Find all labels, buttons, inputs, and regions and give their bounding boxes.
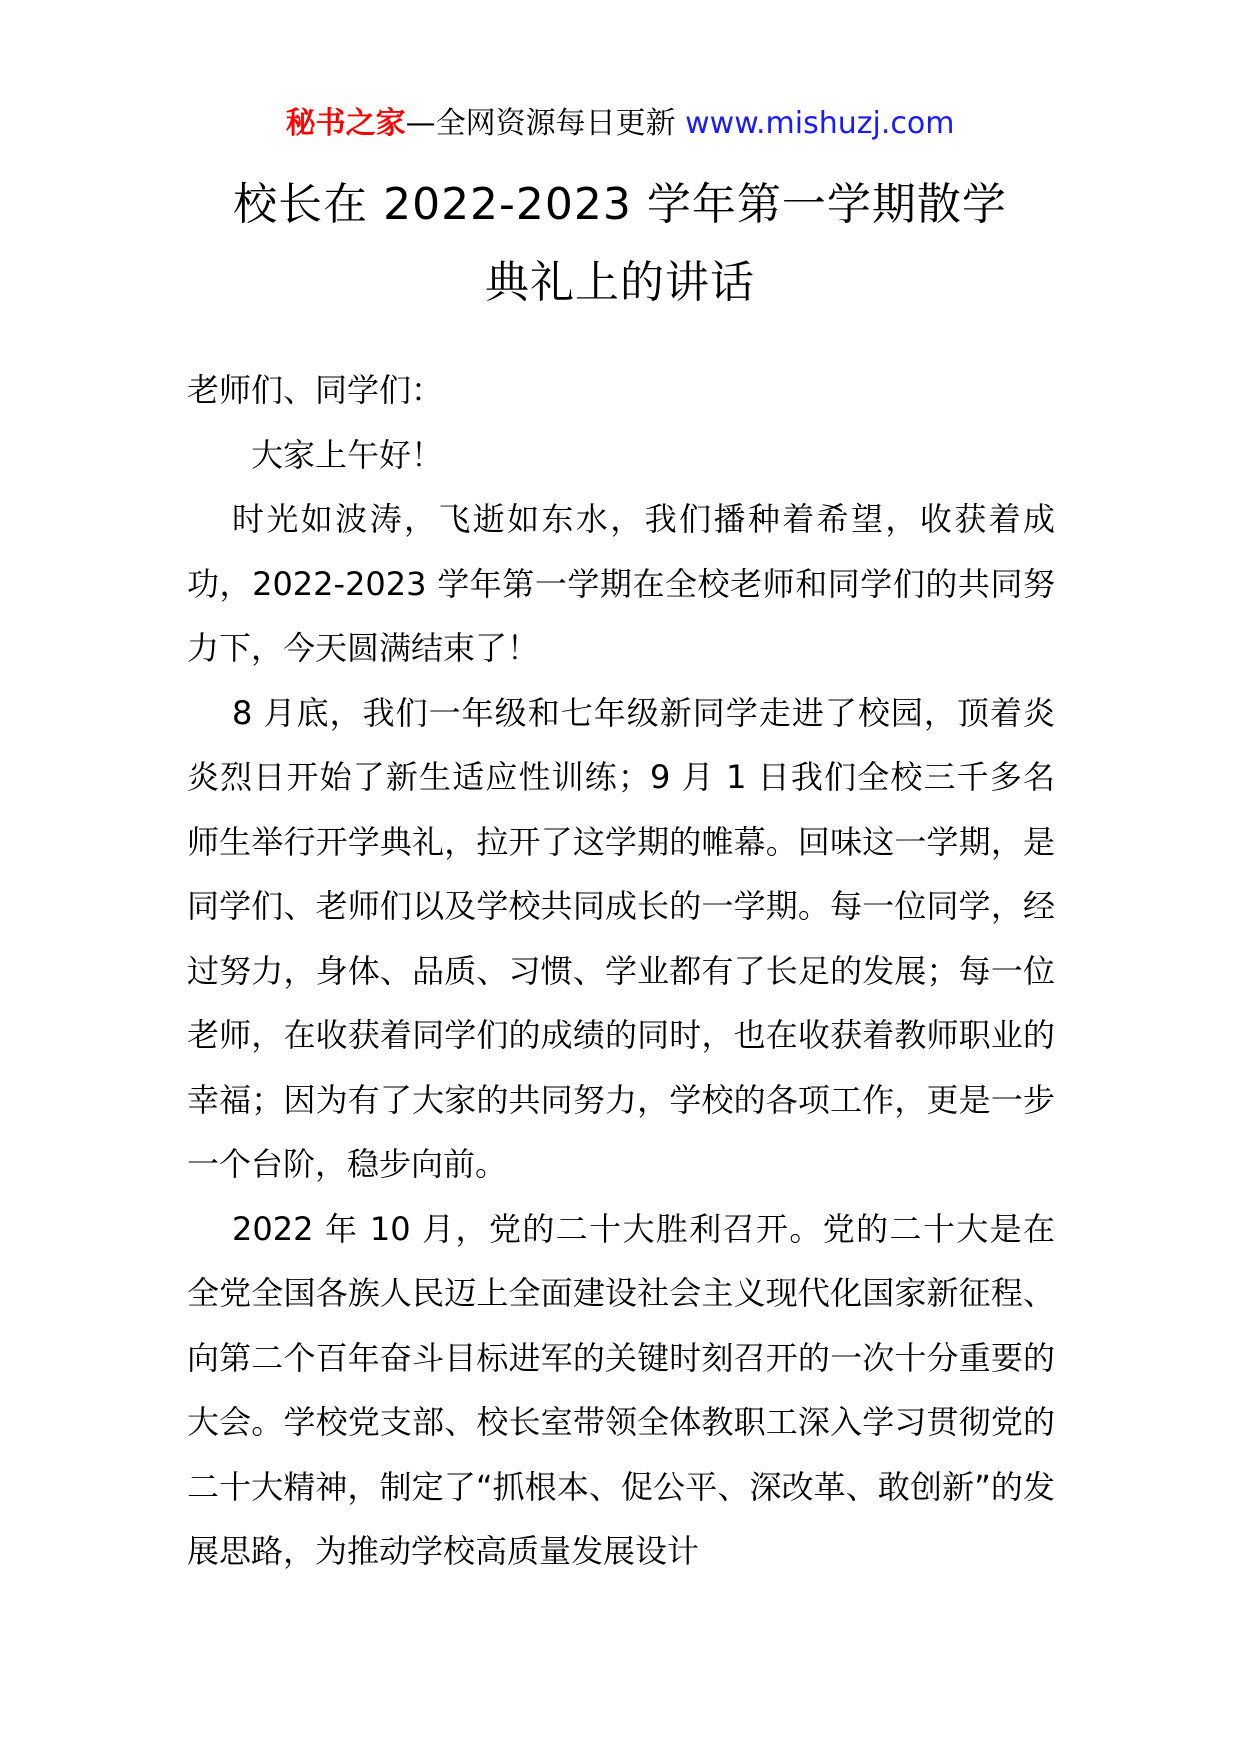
site-brand: 秘书之家 (285, 106, 406, 141)
site-tagline: —全网资源每日更新 (405, 106, 676, 141)
greeting: 大家上午好！ (251, 435, 444, 474)
paragraph-3: 2022 年 10 月，党的二十大胜利召开。党的二十大是在全党全国各族人民迈上全面建设社会主义现代化国家新征程、向第二个百年奋斗目标进军的关键时刻召开的一次十分重要的大会。学校党支部、校长室带领全体教职工深入学习贯彻党的二十大精神，制定了“抓根本、促公平、深改革、敢创新”的发展思路，为推动学校高质量发展设计 (187, 1209, 1055, 1570)
title-line-1: 校长在 2022-2023 学年第一学期散学 (233, 179, 1007, 230)
document-body (187, 358, 1055, 1584)
title-line-2: 典礼上的讲话 (485, 257, 755, 308)
site-header (0, 104, 1240, 144)
salutation: 老师们、同学们： (187, 371, 444, 409)
paragraph-1: 时光如波涛，飞逝如东水，我们播种着希望，收获着成功，2022-2023 学年第一学期在全校老师和同学们的共同努力下，今天圆满结束了！ (187, 500, 1055, 667)
paragraph-2: 8 月底，我们一年级和七年级新同学走进了校园，顶着炎炎烈日开始了新生适应性训练；9 月 1 日我们全校三千多名师生举行开学典礼，拉开了这学期的帷幕。回味这一学期，是同学们、老师们以及学校共同成长的一学期。每一位同学，经过努力，身体、品质、习惯、学业都有了长足的发展；每一位老师，在收获着同学们的成绩的同时，也在收获着教师职业的幸福；因为有了大家的共同努力，学校的各项工作，更是一步一个台阶，稳步向前。 (187, 693, 1055, 1183)
document-title (0, 166, 1240, 322)
site-url-link[interactable]: www.mishuzj.com (685, 106, 955, 141)
